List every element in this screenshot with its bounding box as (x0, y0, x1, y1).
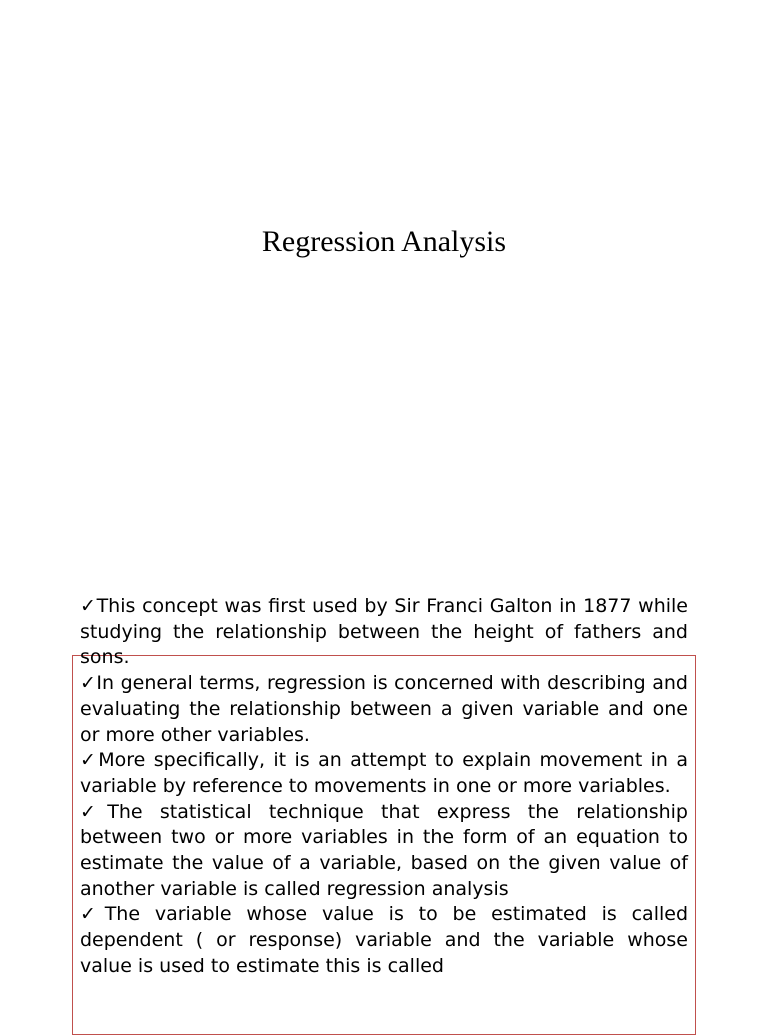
list-item-text: In general terms, regression is concerned with describing and evaluating the relationship between a given variable and one or more other variables. (80, 672, 688, 746)
checkmark-icon: ✓ (80, 595, 97, 617)
checkmark-icon: ✓ (80, 672, 97, 695)
list-item-text: More specifically, it is an attempt to explain movement in a variable by reference to movements in one or more variables. (80, 749, 688, 797)
page-title: Regression Analysis (261, 225, 507, 258)
list-item-text: The statistical technique that express the relationship between two or more variables in the form of an equation to estimate the value of a variable, based on the given value of another variable is called regression analysis (80, 800, 688, 900)
list-item (80, 594, 688, 671)
checkmark-icon: ✓ (80, 800, 108, 823)
bullet-list (80, 594, 688, 980)
list-item-text: The variable whose value is to be estimated is called dependent ( or response) variable and the variable whose value is used to estimate this is called (80, 903, 688, 977)
checkmark-icon: ✓ (80, 749, 99, 772)
list-item (80, 748, 688, 799)
list-item (80, 800, 688, 903)
list-item-text: This concept was first used by Sir Franci Galton in 1877 while studying the relationship between the height of fathers and sons. (80, 595, 688, 669)
checkmark-icon: ✓ (80, 903, 105, 926)
list-item (80, 902, 688, 979)
list-item (80, 671, 688, 748)
